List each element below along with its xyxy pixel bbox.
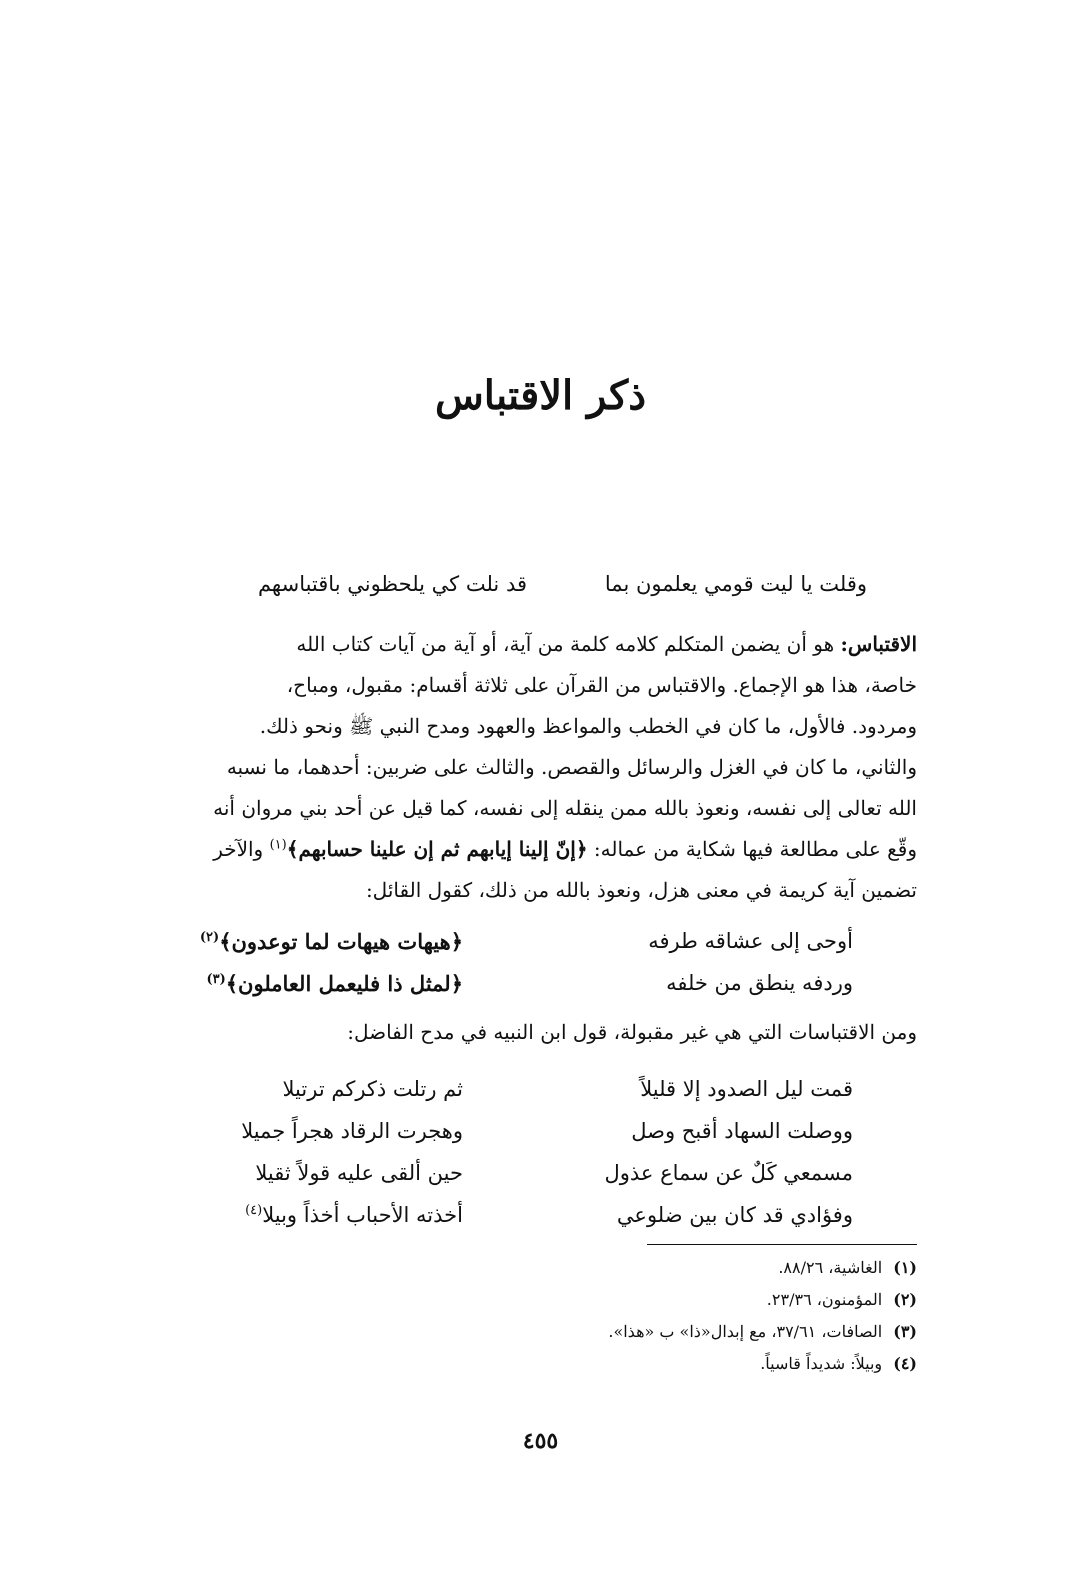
opening-verse (147, 572, 867, 596)
quran-quote: ﴿لمثل ذا فليعمل العاملون﴾ (225, 970, 463, 996)
footnote (157, 1316, 917, 1348)
footnotes (157, 1252, 917, 1380)
chapter-title: ذكر الاقتباس (434, 372, 647, 419)
poem (133, 1068, 853, 1236)
first-hemistich: وفؤادي قد كان بين ضلوعي (616, 1203, 853, 1227)
paragraph-line: والثاني، ما كان في الغزل والرسائل والقصص. والثالث على ضربين: أحدهما، ما نسبه (226, 755, 917, 779)
paragraph-line: خاصة، هذا هو الإجماع. والاقتباس من القرآن على ثلاثة أقسام: مقبول، ومباح، (286, 673, 917, 697)
footnote (157, 1348, 917, 1380)
paragraph-line: تضمين آية كريمة في معنى هزل، ونعوذ بالله من ذلك، كقول القائل: (365, 878, 917, 902)
paragraph-line (157, 829, 917, 870)
defined-term: الاقتباس: (840, 632, 917, 656)
footnote-marker: (٢) (199, 929, 220, 945)
footnote-number: (٤) (893, 1354, 917, 1373)
second-hemistich: وهجرت الرقاد هجراً جميلا (241, 1119, 463, 1143)
footnote-text: وبيلاً: شديداً قاسياً. (760, 1354, 883, 1373)
definition-paragraph (157, 624, 917, 911)
paragraph-line: ومردود. فالأول، ما كان في الخطب والمواعظ والعهود ومدح النبي ﷺ ونحو ذلك. (259, 714, 917, 738)
footnote (157, 1284, 917, 1316)
couplet-row (133, 1068, 853, 1110)
paragraph-text: وقّع على مطالعة فيها شكاية من عماله: (593, 837, 917, 861)
quran-quote: ﴿هيهات هيهات لما توعدون﴾ (219, 928, 463, 954)
quran-quote: ﴿إنّ إلينا إيابهم ثم إن علينا حسابهم﴾ (286, 837, 588, 861)
footnote-marker: (١) (269, 837, 287, 853)
first-hemistich: ووصلت السهاد أقبح وصل (631, 1119, 853, 1143)
poem-intro: ومن الاقتباسات التي هي غير مقبولة، قول ابن النبيه في مدح الفاضل: (347, 1020, 917, 1044)
footnote-divider (647, 1244, 917, 1245)
footnote-number: (٣) (893, 1322, 917, 1341)
couplet-row (133, 1152, 853, 1194)
paragraph-line (157, 624, 917, 665)
couplet-row (133, 920, 853, 962)
second-hemistich: ثم رتلت ذكركم ترتيلا (282, 1077, 463, 1101)
quran-couplets (133, 920, 853, 1004)
second-hemistich: حين ألقى عليه قولاً ثقيلا (255, 1161, 463, 1185)
footnote-number: (٢) (893, 1290, 917, 1309)
first-hemistich: قمت ليل الصدود إلا قليلاً (640, 1077, 853, 1101)
footnote-text: الغاشية، ٨٨/٢٦. (778, 1258, 883, 1277)
verse-first-hemistich: وقلت يا ليت قومي يعلمون بما (604, 572, 867, 596)
paragraph-text: والآخر (213, 837, 264, 861)
quran-hemistich (133, 929, 463, 954)
footnote-marker: (٣) (206, 971, 226, 987)
paragraph-text: هو أن يضمن المتكلم كلامه كلمة من آية، أو آية من آيات كتاب الله (296, 632, 835, 656)
footnote-number: (١) (893, 1258, 917, 1277)
first-hemistich: مسمعي كَلٌ عن سماع عذول (604, 1161, 853, 1185)
footnote-marker: (٤) (245, 1203, 263, 1218)
second-hemistich (133, 1203, 463, 1227)
paragraph-line: الله تعالى إلى نفسه، ونعوذ بالله ممن ينقله إلى نفسه، كما قيل عن أحد بني مروان أنه (213, 796, 917, 820)
first-hemistich: أوحى إلى عشاقه طرفه (648, 929, 853, 953)
footnote-text: المؤمنون، ٢٣/٣٦. (766, 1290, 883, 1309)
verse-second-hemistich: قد نلت كي يلحظوني باقتباسهم (257, 572, 527, 596)
footnote-text: الصافات، ٣٧/٦١، مع إبدال«ذا» ب «هذا». (608, 1322, 883, 1341)
first-hemistich: وردفه ينطق من خلفه (666, 971, 853, 995)
quran-hemistich (133, 971, 463, 996)
couplet-row (133, 962, 853, 1004)
page-number: ٤٥٥ (522, 1428, 559, 1454)
couplet-row (133, 1194, 853, 1236)
footnote (157, 1252, 917, 1284)
hemistich-text: أخذته الأحباب أخذاً وبيلا (262, 1203, 463, 1227)
couplet-row (133, 1110, 853, 1152)
